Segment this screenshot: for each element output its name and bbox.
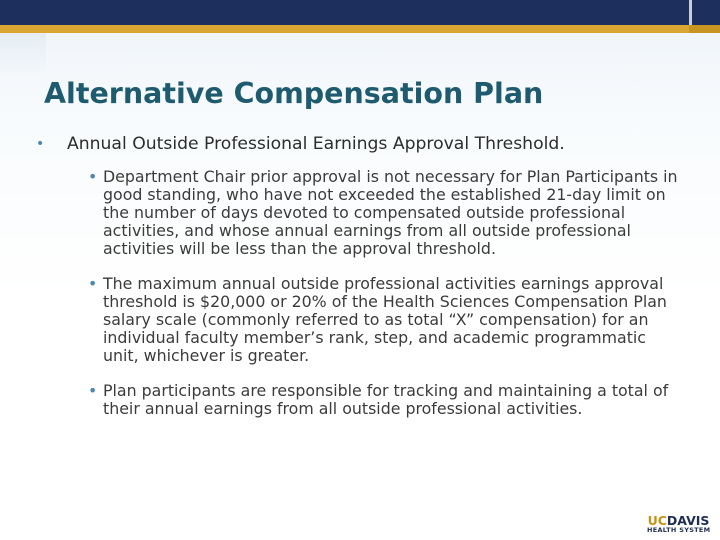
bullet-text: Annual Outside Professional Earnings Approval Threshold. bbox=[67, 134, 565, 154]
logo-uc: UC bbox=[647, 513, 667, 528]
sub-bullet-text: The maximum annual outside professional activities earnings approval threshold is $20,000 or 20% of the Health Sciences Compensation Plan salary scale (commonly referred to as total “X” compensation) for an individual faculty member’s rank, step, and academic programmatic unit, whichever is greater. bbox=[103, 274, 667, 365]
sub-bullet-icon: • bbox=[88, 274, 98, 293]
sub-bullet-icon: • bbox=[88, 381, 98, 400]
logo-davis: DAVIS bbox=[666, 513, 710, 528]
header-divider bbox=[689, 0, 692, 25]
sub-bullet-text: Plan participants are responsible for tracking and maintaining a total of their annual earnings from all outside professional activities. bbox=[103, 381, 669, 418]
slide-content bbox=[36, 133, 678, 435]
sub-bullet-item bbox=[88, 275, 678, 365]
slide-title: Alternative Compensation Plan bbox=[44, 77, 544, 110]
logo-subtitle: HEALTH SYSTEM bbox=[647, 526, 711, 534]
sub-bullet-icon: • bbox=[88, 167, 98, 186]
header-band bbox=[0, 0, 720, 25]
sub-bullet-item bbox=[88, 168, 678, 258]
left-accent-shape bbox=[0, 33, 46, 77]
bullet-icon: • bbox=[36, 136, 45, 152]
uc-davis-logo bbox=[647, 515, 710, 534]
bullet-item bbox=[36, 133, 678, 156]
sub-bullet-item bbox=[88, 382, 678, 418]
sub-bullet-list bbox=[88, 168, 678, 418]
sub-bullet-text: Department Chair prior approval is not necessary for Plan Participants in good standing, who have not exceeded the established 21-day limit on the number of days devoted to compensated outside professional activities, and whose annual earnings from all outside professional activities will be less than the approval threshold. bbox=[103, 167, 678, 258]
gold-accent-band bbox=[0, 25, 720, 33]
gold-accent-band-right bbox=[689, 25, 720, 33]
